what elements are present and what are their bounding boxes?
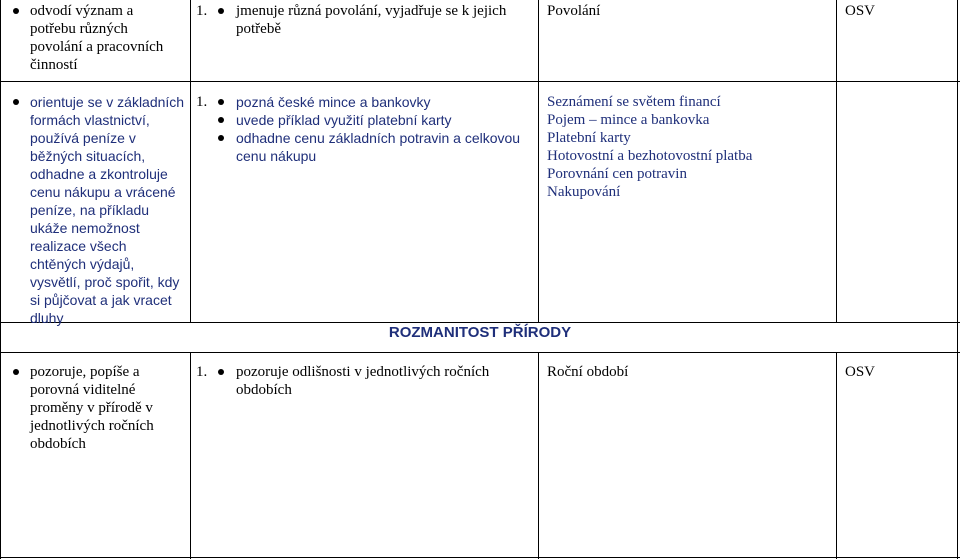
outcome-text: odvodí význam a potřebu různých povolání a pracovních činností xyxy=(8,2,178,74)
item-number: 1. xyxy=(196,94,208,110)
topic-item: Porovnání cen potravin xyxy=(547,166,687,182)
table-row xyxy=(8,93,186,327)
list-item: uvede příklad využití platební karty xyxy=(206,111,534,129)
list-item: odhadne cenu základních potravin a celkovou cenu nákupu xyxy=(206,129,534,165)
item-number: 1. xyxy=(196,3,208,19)
theme-label: OSV xyxy=(845,3,876,19)
activity-list xyxy=(206,2,532,38)
theme-label: OSV xyxy=(845,364,876,380)
list-item: pozoruje odlišnosti v jednotlivých ročních obdobích xyxy=(206,363,532,399)
table-border-bottom xyxy=(0,557,960,558)
section-title: ROZMANITOST PŘÍRODY xyxy=(388,324,572,341)
column-divider xyxy=(190,0,191,559)
topic-item: Povolání xyxy=(547,3,601,19)
topic-item: Pojem – mince a bankovka xyxy=(547,112,710,128)
row-divider xyxy=(0,81,960,82)
column-divider xyxy=(538,0,539,559)
topic-item: Seznámení se světem financí xyxy=(547,94,721,110)
item-number: 1. xyxy=(196,364,208,380)
topic-list xyxy=(547,363,628,381)
table-row xyxy=(8,2,178,74)
list-item: jmenuje různá povolání, vyjadřuje se k jejich potřebě xyxy=(206,2,532,38)
list-item: pozná české mince a bankovky xyxy=(206,93,534,111)
topic-item: Hotovostní a bezhotovostní platba xyxy=(547,148,753,164)
table-row xyxy=(8,363,176,453)
column-divider xyxy=(836,0,837,559)
topic-item: Roční období xyxy=(547,364,629,380)
activity-list xyxy=(206,93,534,165)
outcome-text: orientuje se v základních formách vlastnictví, používá peníze v běžných situacích, odhadne a zkontroluje cenu nákupu a vrácené peníze, na příkladu ukáže nemožnost realizace všech chtěných výdajů, vysvětlí, proč spořit, kdy si půjčovat a jak vracet dluhy xyxy=(8,93,186,327)
table-border-right xyxy=(957,0,958,559)
topic-list xyxy=(547,2,600,20)
topic-item: Nakupování xyxy=(547,184,621,200)
topic-list xyxy=(547,93,752,201)
topic-item: Platební karty xyxy=(547,130,631,146)
activity-list xyxy=(206,363,532,399)
outcome-text: pozoruje, popíše a porovná viditelné proměny v přírodě v jednotlivých ročních obdobích xyxy=(8,363,176,453)
row-divider xyxy=(0,352,960,353)
table-border-left xyxy=(0,0,1,559)
